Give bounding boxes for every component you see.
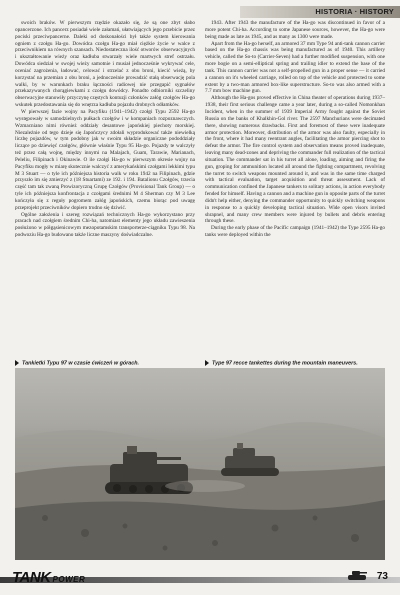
paragraph: Ogólne założenia i szereg rozwiązań technicznych Ha-go wykorzystano przy pracach nad czołgiem średnim Chi-ha, natomiast elementy jego układu zawieszenia posłużono w półgąsienicowym mezopotamskim transporterze-ciągniku Typu 98. Na podwoziu Ha-go budowano także liczne maszyny doświadczalne. (15, 211, 195, 239)
page-footer (0, 565, 400, 595)
paragraph: 1943. After 1943 the manufacture of the Ha-go was discontinued in favor of a more potent Chi-ha. According to some Japanese sources, however, the Ha-go were being made as late as 1945, and as many as 1300 were made. (205, 20, 385, 40)
caption-text: Type 97 recce tankettes during the mountain maneuvers. (212, 360, 358, 367)
caption-polish (15, 360, 195, 366)
photo-illustration (15, 368, 385, 560)
page-number: 73 (376, 571, 388, 582)
triangle-right-icon (205, 360, 209, 366)
paragraph: W pierwszej fazie wojny na Pacyfiku (1941–1942) czołgi Typu 2592 Ha-go występowały w samodzielnych pułkach czołgów i w kompaniach rozpoznawczych. Wzmacniano nimi również oddziały desantowe japońskiej piechoty morskiej. Niezależnie od tego dzieje się Japończycy zdołali wyprodukować także niewielką liczbę pojazdów, w tym podobny jak w swoim składzie organiczne pododdziały liczące po dziewięć czołgów, głównie właśnie Typu 95 Ha-go. Pojazdy te walczyły też przez całą wojnę, między innymi na Malajach, Guam, Tarawie, Marianach, Peleliu, Filipinach i Okinawie. O ile czołgi Ha-go w pierwszym okresie wojny na Pacyfiku mogły w miarę skutecznie walczyć z amerykańskimi czołgami lekkimi typu M 3 Stuart — o tyle ich późniejsza historia walk w roku 1942 na Filipinach, gdzie przyszło im się zmierzyć z (18 Stuartami) ze 192. i 194. Batalionu Czołgów, trzecia część tam tak zwaną Prowizoryczną Grupę Czołgów (Provisional Tank Group) — o tyle ich późniejsza konfrontacja z czołgami średnimi M 4 Sherman czy M 3 Lee kończyła się z reguły pogromem załóg japońskich, czemu biorąc pod uwagę przeprojekt przeciwników dopiero trudno się dziwić. (15, 108, 195, 211)
triangle-right-icon (15, 360, 19, 366)
magazine-logo: TANK POWER (12, 569, 86, 586)
caption-text: Tankietki Typu 97 w czasie ćwiczeń w górach. (22, 360, 140, 367)
caption-english (205, 360, 385, 366)
paragraph: swoich braków. W pierwszym rzędzie okazało się, że są one zbyt słabo opancerzone. Ich pancerz posiadał wiele załamań, ułatwiających jego przebicie przez pociski przeciwpancerne. Daleki od doskonałości był także system kierowania ogniem z czołgu Ha-go. Dowódca czołgu Ha-go miał ciężkie życie w walce z przeciwnikiem na równych szansach. Niedostateczna ilość otworów obserwacyjnych i ukształtowanie wieży oraz kadłuba stwarzały wiele martwych stref ostrzału. Dowódca siedział w swojej wieży samotnie i musiał jednocześnie wykrywać cele, oceniać zagrożenia, ładować, celować i strzelać z obu broni, kiecić wieżą, by korzystać na przemian z obu broni, a jednocześnie prowadzić stałą obserwację pola walki, by w warunkach braku łączności radiowej nie przegapić sygnałów przekazywanych chorągiewkami z czołgu dowódcy. Ponadto odbiorniki szczeliny obserwacyjne stanowiły przyczynę częstych kontuzji członków załóg czołgów Ha-go wskutek przedostawania się do wnętrza kadłuba pojazdu drobnych odłamków. (15, 20, 195, 109)
polish-text-column (15, 20, 195, 239)
english-text-column (205, 20, 385, 239)
tank-icon (346, 569, 368, 583)
tankette-photo (15, 368, 385, 560)
section-header: HISTORIA · HISTORY (240, 6, 400, 18)
paragraph: Apart from the Ha-go herself, an armored 37 mm Type 94 anti-tank cannon carrier based on the Ha-go chassis was being manufactured as of 1940. This artillery vehicle, called the So-to (Carrier-Seven) had a further modified suspension, with one more bogie on a semi-elliptical spring and trailing idler to extend the base of the tank. This cannon carrier was not a self-propelled gun in a proper sense — it carried a cannon on it's wheeled carriage, rolled on top of the vehicle and protected to some extent by a two-man armored box-like superstructure. So-to was also armed with a 7.7 mm bow machine gun. (205, 40, 385, 95)
paragraph: Although the Ha-gos proved effective in China theater of operations during 1937–1938, their first serious challenge came a year later, during a so-called Nomonkhan Incident, when in the summer of 1939 Imperial Army fought against the Soviet Russia on the banks of Khalkhin-Gol river. The 2597 Manchurians were decimated there, showing numerous drawbacks. First and foremost of these were inadequate armor protection. Moreover, distribution of the armor was also faulty, especially in the front, where it had many reentrant angles, facilitating the armor piercing shot to defeat the armor. The fire control system and observation means proved inadequate, leaving many dead-zones and depriving the commander full realization of the tactical situation. The commander sat in his turret all alone, loading, aiming and firing the gun, groping for ammunition located all around the fighting compartment, revolving the turret to switch weapons mounted around it, and was in the same time charged with tactical evaluation, target acquisition and threat assessment. Lack of communication confined the Japanese tankers to solitary actions, in action everybody fended for himself. Having a cannon and a machine gun in opposite parts of the turret didn't help either, denying the commander opportunity to quickly switching weapons in response to a quickly developing tactical situation. Wide open visors invited shrapnel, and many crew members were injured by bullets and debris entering through these. (205, 95, 385, 225)
paragraph: During the early phase of the Pacific campaign (1941–1942) the Type 2595 Ha-go tanks were deployed within the (205, 225, 385, 239)
